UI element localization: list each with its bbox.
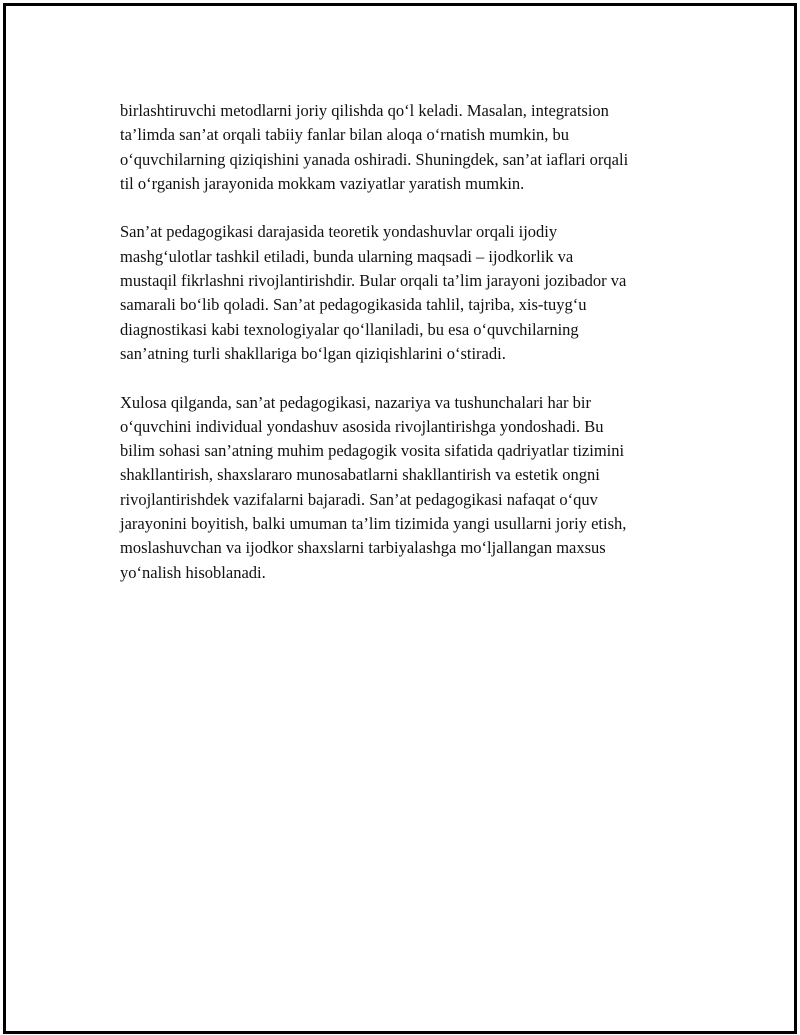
text-line: ta’limda san’at orqali tabiiy fanlar bilan aloqa o‘rnatish mumkin, bu <box>120 125 570 145</box>
paragraph-conclusion <box>120 391 700 585</box>
text-line: moslashuvchan va ijodkor shaxslarni tarbiyalashga mo‘ljallangan maxsus <box>120 538 606 558</box>
text-line: samarali bo‘lib qoladi. San’at pedagogikasida tahlil, tajriba, xis-tuyg‘u <box>120 295 587 315</box>
text-line: San’at pedagogikasi darajasida teoretik yondashuvlar orqali ijodiy <box>120 222 558 242</box>
text-line: o‘quvchini individual yondashuv asosida rivojlantirishga yondoshadi. Bu <box>120 416 604 436</box>
text-line: birlashtiruvchi metodlarni joriy qilishda qo‘l keladi. Masalan, integratsion <box>120 101 609 120</box>
text-line: diagnostikasi kabi texnologiyalar qo‘llaniladi, bu esa o‘quvchilarning <box>120 319 579 339</box>
text-line: san’atning turli shakllariga bo‘lgan qiziqishlarini o‘stiradi. <box>120 343 506 363</box>
text-line: jarayonini boyitish, balki umuman ta’lim tizimida yangi usullarni joriy etish, <box>120 514 627 534</box>
text-line: mustaqil fikrlashni rivojlantirishdir. Bular orqali ta’lim jarayoni jozibador va <box>120 271 627 291</box>
text-line: shakllantirish, shaxslararo munosabatlarni shakllantirish va estetik ongni <box>120 465 600 485</box>
body-text <box>120 99 700 609</box>
paragraph-integration <box>120 99 700 196</box>
text-line: yo‘nalish hisoblanadi. <box>120 562 266 582</box>
text-line: rivojlantirishdek vazifalarni bajaradi. San’at pedagogikasi nafaqat o‘quv <box>120 489 598 509</box>
page-frame <box>3 3 797 1034</box>
text-line: mashg‘ulotlar tashkil etiladi, bunda ularning maqsadi – ijodkorlik va <box>120 246 574 266</box>
text-line: Xulosa qilganda, san’at pedagogikasi, nazariya va tushunchalari har bir <box>120 392 591 412</box>
text-line: o‘quvchilarning qiziqishini yanada oshiradi. Shuningdek, san’at iaflari orqali <box>120 149 629 169</box>
paragraph-theory <box>120 220 700 366</box>
text-line: bilim sohasi san’atning muhim pedagogik vosita sifatida qadriyatlar tizimini <box>120 441 625 461</box>
text-line: til o‘rganish jarayonida mokkam vaziyatlar yaratish mumkin. <box>120 173 525 193</box>
